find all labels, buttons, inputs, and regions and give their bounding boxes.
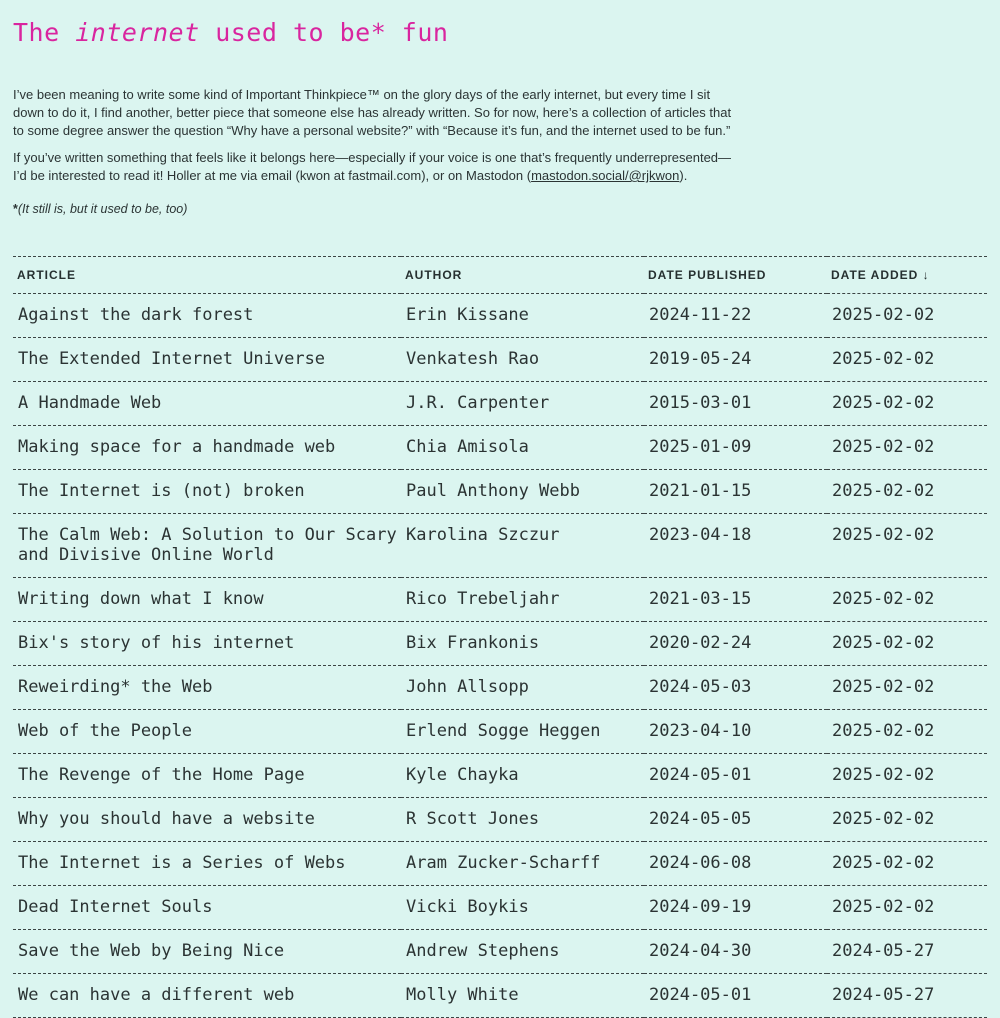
table-row[interactable]: [13, 798, 987, 842]
page-title: [13, 0, 987, 62]
table-row[interactable]: [13, 754, 987, 798]
article-author: J.R. Carpenter: [406, 393, 550, 413]
article-title[interactable]: The Revenge of the Home Page: [18, 765, 305, 785]
article-author: John Allsopp: [406, 677, 529, 697]
articles-table: [13, 256, 987, 1018]
article-title[interactable]: Making space for a handmade web: [18, 437, 336, 457]
article-title[interactable]: The Internet is a Series of Webs: [18, 853, 346, 873]
article-author: Karolina Szczur: [406, 525, 560, 545]
date-published: 2025-01-09: [649, 437, 752, 457]
article-title[interactable]: A Handmade Web: [18, 393, 162, 413]
title-post: used to be* fun: [199, 18, 449, 47]
article-title[interactable]: The Extended Internet Universe: [18, 349, 326, 369]
date-published: 2024-05-03: [649, 677, 752, 697]
article-author: Erlend Sogge Heggen: [406, 721, 601, 741]
article-title[interactable]: Dead Internet Souls: [18, 897, 213, 917]
date-added: 2025-02-02: [832, 677, 935, 697]
table-row[interactable]: [13, 426, 987, 470]
date-published: 2015-03-01: [649, 393, 752, 413]
article-author: R Scott Jones: [406, 809, 540, 829]
article-title[interactable]: Web of the People: [18, 721, 192, 741]
table-row[interactable]: [13, 710, 987, 754]
article-author: Vicki Boykis: [406, 897, 529, 917]
article-title[interactable]: Save the Web by Being Nice: [18, 941, 285, 961]
date-added: 2025-02-02: [832, 393, 935, 413]
date-published: 2024-05-05: [649, 809, 752, 829]
date-added: 2025-02-02: [832, 765, 935, 785]
article-author: Bix Frankonis: [406, 633, 540, 653]
date-published: 2024-05-01: [649, 985, 752, 1005]
table-row[interactable]: [13, 382, 987, 426]
article-title[interactable]: Against the dark forest: [18, 305, 254, 325]
date-added: 2025-02-02: [832, 853, 935, 873]
article-title[interactable]: We can have a different web: [18, 985, 295, 1005]
date-added: 2024-05-27: [832, 985, 935, 1005]
date-published: 2024-09-19: [649, 897, 752, 917]
intro-p2-text: If you’ve written something that feels like it belongs here—especially if your voice is one that’s frequently underrepresented—I’d be interested to read it! Holler at me via email (kwon at fastmail.com), or on Mastodon (: [13, 150, 732, 183]
date-published: 2023-04-18: [649, 525, 752, 545]
title-emphasis: internet: [75, 18, 200, 47]
table-row[interactable]: [13, 470, 987, 514]
footnote-text: (It still is, but it used to be, too): [17, 202, 188, 216]
article-author: Erin Kissane: [406, 305, 529, 325]
article-title[interactable]: Bix's story of his internet: [18, 633, 295, 653]
intro: [13, 86, 743, 218]
articles-table-body: [13, 294, 987, 1018]
article-title[interactable]: The Internet is (not) broken: [18, 481, 305, 501]
date-added: 2025-02-02: [832, 589, 935, 609]
footnote-star: *: [13, 202, 18, 216]
table-row[interactable]: [13, 886, 987, 930]
article-title[interactable]: Reweirding* the Web: [18, 677, 213, 697]
date-added: 2024-05-27: [832, 941, 935, 961]
title-pre: The: [13, 18, 76, 47]
article-author: Kyle Chayka: [406, 765, 519, 785]
table-row[interactable]: [13, 294, 987, 338]
column-header-author[interactable]: AUTHOR: [405, 268, 463, 282]
table-row[interactable]: [13, 930, 987, 974]
article-title[interactable]: Why you should have a website: [18, 809, 315, 829]
column-header-article[interactable]: ARTICLE: [17, 268, 76, 282]
table-row[interactable]: [13, 514, 987, 578]
article-author: Chia Amisola: [406, 437, 529, 457]
date-published: 2024-11-22: [649, 305, 752, 325]
date-published: 2024-06-08: [649, 853, 752, 873]
article-author: Rico Trebeljahr: [406, 589, 560, 609]
article-author: Paul Anthony Webb: [406, 481, 580, 501]
article-title[interactable]: The Calm Web: A Solution to Our Scary and Divisive Online World: [18, 525, 397, 565]
date-published: 2024-04-30: [649, 941, 752, 961]
article-author: Aram Zucker-Scharff: [406, 853, 601, 873]
date-published: 2019-05-24: [649, 349, 752, 369]
footnote: [13, 200, 743, 218]
table-row[interactable]: [13, 338, 987, 382]
intro-p2-end: ).: [679, 168, 688, 183]
mastodon-link[interactable]: mastodon.social/@rjkwon: [531, 168, 680, 183]
date-added: 2025-02-02: [832, 721, 935, 741]
date-published: 2023-04-10: [649, 721, 752, 741]
date-published: 2021-03-15: [649, 589, 752, 609]
intro-paragraph-2: [13, 149, 743, 185]
date-added: 2025-02-02: [832, 349, 935, 369]
table-row[interactable]: [13, 578, 987, 622]
date-added: 2025-02-02: [832, 897, 935, 917]
column-header-date-added[interactable]: DATE ADDED ↓: [831, 268, 930, 282]
table-row[interactable]: [13, 622, 987, 666]
date-added: 2025-02-02: [832, 633, 935, 653]
date-published: 2021-01-15: [649, 481, 752, 501]
article-title[interactable]: Writing down what I know: [18, 589, 264, 609]
table-header-row: [13, 257, 987, 294]
article-author: Andrew Stephens: [406, 941, 560, 961]
table-row[interactable]: [13, 666, 987, 710]
article-author: Molly White: [406, 985, 519, 1005]
date-added: 2025-02-02: [832, 481, 935, 501]
table-row[interactable]: [13, 842, 987, 886]
date-published: 2020-02-24: [649, 633, 752, 653]
date-added: 2025-02-02: [832, 437, 935, 457]
date-published: 2024-05-01: [649, 765, 752, 785]
date-added: 2025-02-02: [832, 305, 935, 325]
column-header-date-published[interactable]: DATE PUBLISHED: [648, 268, 767, 282]
intro-paragraph-1: I’ve been meaning to write some kind of Important Thinkpiece™ on the glory days of the early internet, but every time I sit down to do it, I find another, better piece that someone else has already written. So for now, here’s a collection of articles that to some degree answer the question “Why have a personal website?” with “Because it’s fun, and the internet used to be fun.”: [13, 87, 732, 138]
article-author: Venkatesh Rao: [406, 349, 540, 369]
date-added: 2025-02-02: [832, 809, 935, 829]
table-row[interactable]: [13, 974, 987, 1018]
date-added: 2025-02-02: [832, 525, 935, 545]
